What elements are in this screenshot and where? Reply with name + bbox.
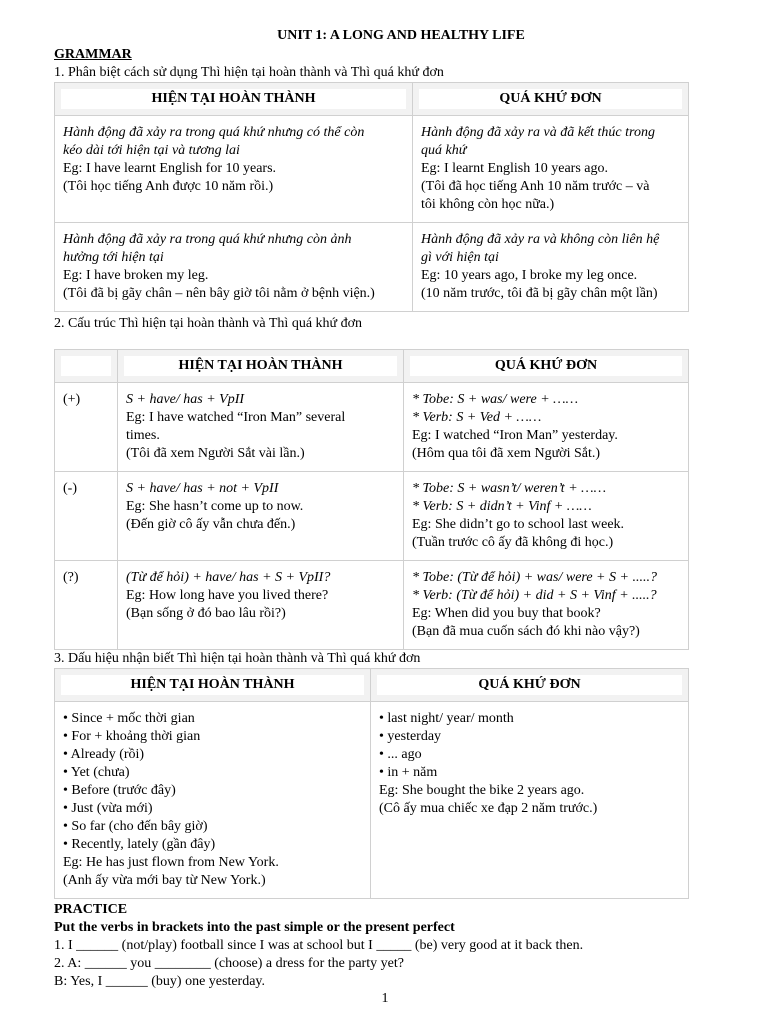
list-item: • Since + mốc thời gian <box>63 711 195 726</box>
formula: * Verb: (Từ để hỏi) + did + S + Vinf + .....? <box>412 588 657 603</box>
usage-desc: Hành động đã xảy ra và không còn liên hệ <box>421 232 660 247</box>
list-item: • Before (trước đây) <box>63 783 176 798</box>
list-item: • Recently, lately (gần đây) <box>63 837 216 852</box>
table-row <box>55 223 689 312</box>
translation: (Cô ấy mua chiếc xe đạp 2 năm trước.) <box>379 801 598 816</box>
translation: (Anh ấy vừa mới bay từ New York.) <box>63 873 266 888</box>
formula: * Tobe: S + wasn’t/ weren’t + …… <box>412 481 607 496</box>
usage-header-present-perfect: HIỆN TẠI HOÀN THÀNH <box>61 89 406 109</box>
list-item: • Just (vừa mới) <box>63 801 153 816</box>
example: Eg: He has just flown from New York. <box>63 855 279 870</box>
formula: S + have/ has + not + VpII <box>126 481 279 496</box>
formula: * Tobe: (Từ để hỏi) + was/ were + S + .....? <box>412 570 657 585</box>
formula: * Tobe: S + was/ were + …… <box>412 392 579 407</box>
section-3-heading: 3. Dấu hiệu nhận biết Thì hiện tại hoàn thành và Thì quá khứ đơn <box>54 651 421 666</box>
usage-desc: Hành động đã xảy ra trong quá khứ nhưng còn ảnh <box>63 232 352 247</box>
table-row <box>55 472 689 561</box>
list-item: • yesterday <box>379 729 442 744</box>
sign-cell: (+) <box>55 383 118 472</box>
usage-translation: tôi không còn học nữa.) <box>421 197 555 212</box>
translation: (Hôm qua tôi đã xem Người Sắt.) <box>412 446 601 461</box>
page-number: 1 <box>381 991 389 1006</box>
usage-example: Eg: I have learnt English for 10 years. <box>63 161 277 176</box>
list-item: • Yet (chưa) <box>63 765 130 780</box>
practice-heading: PRACTICE <box>54 902 128 917</box>
structure-header-present-perfect: HIỆN TẠI HOÀN THÀNH <box>124 356 397 376</box>
list-item: • last night/ year/ month <box>379 711 514 726</box>
usage-header-past-simple: QUÁ KHỨ ĐƠN <box>419 89 682 109</box>
document-page <box>54 27 688 991</box>
sign-cell: (?) <box>55 561 118 650</box>
section-1-heading: 1. Phân biệt cách sử dụng Thì hiện tại hoàn thành và Thì quá khứ đơn <box>54 65 444 80</box>
usage-desc: kéo dài tới hiện tại và tương lai <box>63 143 240 158</box>
list-item: • ... ago <box>379 747 422 762</box>
usage-translation: (Tôi học tiếng Anh được 10 năm rồi.) <box>63 179 274 194</box>
usage-translation: (10 năm trước, tôi đã bị gãy chân một lần) <box>421 286 658 301</box>
grammar-heading: GRAMMAR <box>54 47 132 62</box>
usage-table <box>54 82 689 312</box>
example: Eg: She hasn’t come up to now. <box>126 499 304 514</box>
formula: (Từ để hỏi) + have/ has + S + VpII? <box>126 570 331 585</box>
page-title: UNIT 1: A LONG AND HEALTHY LIFE <box>277 28 525 43</box>
example: Eg: How long have you lived there? <box>126 588 329 603</box>
example: times. <box>126 428 160 443</box>
section-2-heading: 2. Cấu trúc Thì hiện tại hoàn thành và Thì quá khứ đơn <box>54 316 363 331</box>
past-simple-signals <box>371 702 689 899</box>
table-row <box>55 383 689 472</box>
usage-desc: Hành động đã xảy ra và đã kết thúc trong <box>421 125 655 140</box>
list-item: • So far (cho đến bây giờ) <box>63 819 208 834</box>
example: Eg: When did you buy that book? <box>412 606 601 621</box>
list-item: • Already (rồi) <box>63 747 145 762</box>
practice-item: 2. A: ______ you ________ (choose) a dress for the party yet? <box>54 956 404 971</box>
example: Eg: I watched “Iron Man” yesterday. <box>412 428 618 443</box>
signals-header-past-simple: QUÁ KHỨ ĐƠN <box>377 675 682 695</box>
usage-desc: quá khứ <box>421 143 467 158</box>
translation: (Bạn đã mua cuốn sách đó khi nào vậy?) <box>412 624 640 639</box>
structure-table <box>54 349 689 650</box>
signals-table <box>54 668 689 899</box>
translation: (Tôi đã xem Người Sắt vài lần.) <box>126 446 305 461</box>
practice-instruction: Put the verbs in brackets into the past simple or the present perfect <box>54 920 455 935</box>
table-row <box>55 116 689 223</box>
formula: S + have/ has + VpII <box>126 392 245 407</box>
sign-cell: (-) <box>55 472 118 561</box>
usage-desc: gì với hiện tại <box>421 250 499 265</box>
signals-header-present-perfect: HIỆN TẠI HOÀN THÀNH <box>61 675 364 695</box>
translation: (Đến giờ cô ấy vẫn chưa đến.) <box>126 517 296 532</box>
example: Eg: She bought the bike 2 years ago. <box>379 783 585 798</box>
formula: * Verb: S + didn’t + Vinf + …… <box>412 499 592 514</box>
list-item: • in + năm <box>379 765 438 780</box>
usage-translation: (Tôi đã bị gãy chân – nên bây giờ tôi nằm ở bệnh viện.) <box>63 286 375 301</box>
usage-example: Eg: I have broken my leg. <box>63 268 209 283</box>
practice-item: 1. I ______ (not/play) football since I was at school but I _____ (be) very good at it back then. <box>54 938 584 953</box>
table-row <box>55 561 689 650</box>
usage-desc: hưởng tới hiện tại <box>63 250 164 265</box>
translation: (Tuần trước cô ấy đã không đi học.) <box>412 535 614 550</box>
table-row <box>55 702 689 899</box>
usage-example: Eg: 10 years ago, I broke my leg once. <box>421 268 638 283</box>
list-item: • For + khoảng thời gian <box>63 729 201 744</box>
translation: (Bạn sống ở đó bao lâu rồi?) <box>126 606 286 621</box>
example: Eg: She didn’t go to school last week. <box>412 517 625 532</box>
practice-item: B: Yes, I ______ (buy) one yesterday. <box>54 974 266 989</box>
example: Eg: I have watched “Iron Man” several <box>126 410 346 425</box>
usage-desc: Hành động đã xảy ra trong quá khứ nhưng có thể còn <box>63 125 365 140</box>
formula: * Verb: S + Ved + …… <box>412 410 542 425</box>
usage-example: Eg: I learnt English 10 years ago. <box>421 161 609 176</box>
usage-translation: (Tôi đã học tiếng Anh 10 năm trước – và <box>421 179 650 194</box>
present-perfect-signals <box>55 702 371 899</box>
structure-header-past-simple: QUÁ KHỨ ĐƠN <box>410 356 682 376</box>
